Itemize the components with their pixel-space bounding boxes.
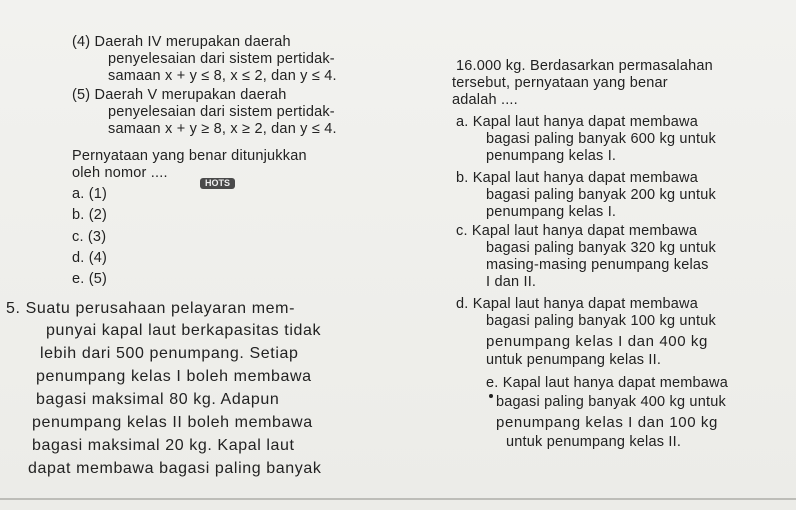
- option-b: b. (2): [72, 207, 108, 223]
- page-edge-shadow: [0, 498, 796, 500]
- answer-option-b-line-3: penumpang kelas I.: [486, 204, 617, 220]
- option-e-dot-mark: [489, 394, 493, 398]
- answer-option-c-line-2: bagasi paling banyak 320 kg untuk: [486, 240, 716, 256]
- question-5-line-3: samaan x + y ≥ 8, x ≥ 2, dan y ≤ 4.: [108, 121, 337, 137]
- question-5-line-1: (5) Daerah V merupakan daerah: [72, 87, 287, 103]
- answer-option-b-line-2: bagasi paling banyak 200 kg untuk: [486, 187, 716, 203]
- question-6-line-3: lebih dari 500 penumpang. Setiap: [40, 345, 299, 362]
- answer-option-e-line-2: bagasi paling banyak 400 kg untuk: [496, 394, 726, 410]
- question-4-line-1: (4) Daerah IV merupakan daerah: [72, 34, 291, 50]
- answer-option-c-line-4: I dan II.: [486, 274, 537, 290]
- statement-line-2: oleh nomor ....: [72, 165, 168, 181]
- answer-option-a-line-1: a. Kapal laut hanya dapat membawa: [456, 114, 698, 130]
- option-d: d. (4): [72, 250, 108, 266]
- question-6-line-5: bagasi maksimal 80 kg. Adapun: [36, 391, 280, 408]
- answer-intro-line-1: 16.000 kg. Berdasarkan permasalahan: [456, 58, 713, 74]
- answer-option-a-line-2: bagasi paling banyak 600 kg untuk: [486, 131, 716, 147]
- answer-option-a-line-3: penumpang kelas I.: [486, 148, 617, 164]
- question-6-line-1: 5. Suatu perusahaan pelayaran mem-: [6, 300, 296, 317]
- answer-option-e-line-3: penumpang kelas I dan 100 kg: [496, 414, 718, 431]
- answer-option-d-line-2: bagasi paling banyak 100 kg untuk: [486, 313, 716, 329]
- question-5-line-2: penyelesaian dari sistem pertidak-: [108, 104, 335, 120]
- question-6-line-6: penumpang kelas II boleh membawa: [32, 414, 313, 431]
- answer-option-b-line-1: b. Kapal laut hanya dapat membawa: [456, 170, 698, 186]
- answer-option-d-line-4: untuk penumpang kelas II.: [486, 352, 662, 368]
- answer-option-e-line-4: untuk penumpang kelas II.: [506, 434, 682, 450]
- answer-intro-line-3: adalah ....: [452, 92, 518, 108]
- hots-badge: HOTS: [200, 178, 235, 189]
- option-c: c. (3): [72, 229, 107, 245]
- answer-option-d-line-1: d. Kapal laut hanya dapat membawa: [456, 296, 698, 312]
- question-6-line-2: punyai kapal laut berkapasitas tidak: [46, 322, 322, 339]
- option-a: a. (1): [72, 186, 108, 202]
- question-6-line-4: penumpang kelas I boleh membawa: [36, 368, 312, 385]
- question-4-line-3: samaan x + y ≤ 8, x ≤ 2, dan y ≤ 4.: [108, 68, 337, 84]
- question-6-line-8: dapat membawa bagasi paling banyak: [28, 460, 322, 477]
- answer-option-c-line-3: masing-masing penumpang kelas: [486, 257, 709, 273]
- answer-option-d-line-3: penumpang kelas I dan 400 kg: [486, 333, 708, 350]
- answer-option-c-line-1: c. Kapal laut hanya dapat membawa: [456, 223, 698, 239]
- statement-line-1: Pernyataan yang benar ditunjukkan: [72, 148, 307, 164]
- question-4-line-2: penyelesaian dari sistem pertidak-: [108, 51, 335, 67]
- answer-intro-line-2: tersebut, pernyataan yang benar: [452, 75, 668, 91]
- question-6-line-7: bagasi maksimal 20 kg. Kapal laut: [32, 437, 295, 454]
- answer-option-e-line-1: e. Kapal laut hanya dapat membawa: [486, 375, 728, 391]
- option-e: e. (5): [72, 271, 108, 287]
